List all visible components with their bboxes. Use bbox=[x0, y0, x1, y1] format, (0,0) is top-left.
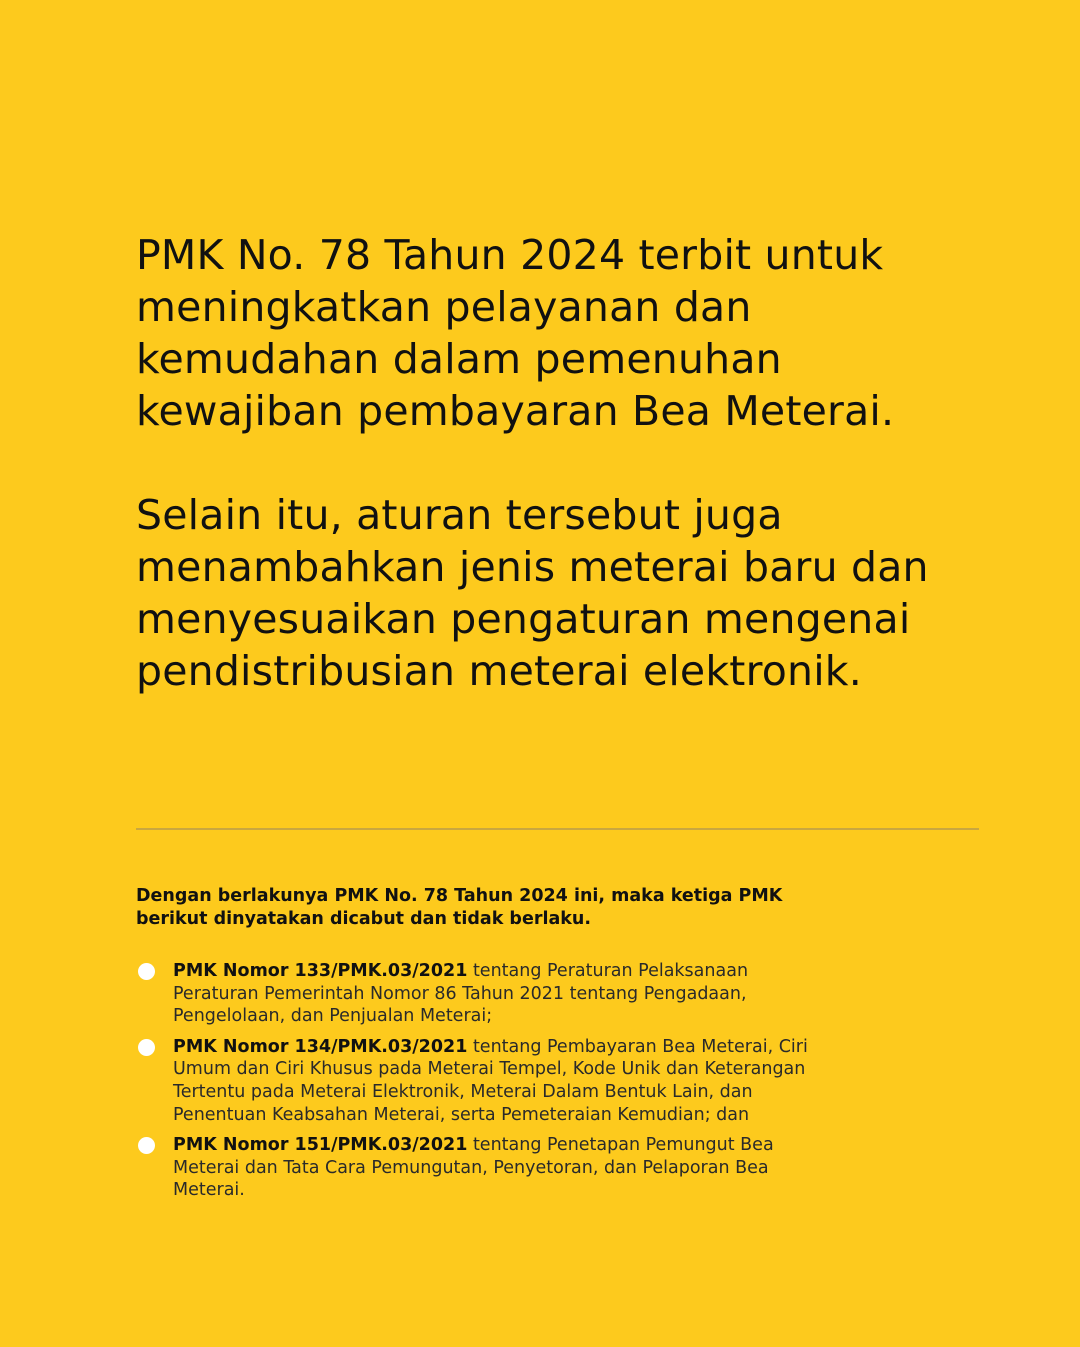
second-paragraph: Selain itu, aturan tersebut juga menambahkan jenis meterai baru dan menyesuaikan pengaturan mengenai pendistribusian meterai elektronik. bbox=[136, 491, 929, 695]
list-item bbox=[136, 1134, 836, 1202]
regulation-desc: tentang Peraturan Pelaksanaan Peraturan Pemerintah Nomor 86 Tahun 2021 tentang Pengadaan, Pengelolaan, dan Penjualan Meterai; bbox=[173, 961, 749, 1027]
regulation-ref: PMK Nomor 134/PMK.03/2021 bbox=[173, 1036, 468, 1057]
regulation-ref: PMK Nomor 133/PMK.03/2021 bbox=[173, 961, 468, 981]
bullet-icon bbox=[138, 1137, 155, 1154]
bullet-icon bbox=[138, 963, 155, 980]
revoked-regulations-list bbox=[136, 960, 836, 1210]
divider bbox=[136, 828, 979, 830]
regulation-desc: tentang Pembayaran Bea Meterai, Ciri Umum dan Ciri Khusus pada Meterai Tempel, Kode Unik dan Keterangan Tertentu pada Meterai Elektronik, Meterai Dalam Bentuk Lain, dan Penentuan Keabsahan Meterai, serta Pemeteraian Kemudian; dan bbox=[173, 1036, 808, 1125]
list-item bbox=[136, 1036, 836, 1126]
bullet-icon bbox=[138, 1039, 155, 1056]
regulation-desc: tentang Penetapan Pemungut Bea Meterai dan Tata Cara Pemungutan, Penyetoran, dan Pelaporan Bea Meterai. bbox=[173, 1135, 774, 1201]
revocation-note: Dengan berlakunya PMK No. 78 Tahun 2024 ini, maka ketiga PMK berikut dinyatakan dicabut dan tidak berlaku. bbox=[136, 886, 783, 929]
list-item bbox=[136, 960, 836, 1028]
intro-paragraph: PMK No. 78 Tahun 2024 terbit untuk meningkatkan pelayanan dan kemudahan dalam pemenuhan kewajiban pembayaran Bea Meterai. bbox=[136, 231, 895, 435]
regulation-ref: PMK Nomor 151/PMK.03/2021 bbox=[173, 1135, 468, 1156]
